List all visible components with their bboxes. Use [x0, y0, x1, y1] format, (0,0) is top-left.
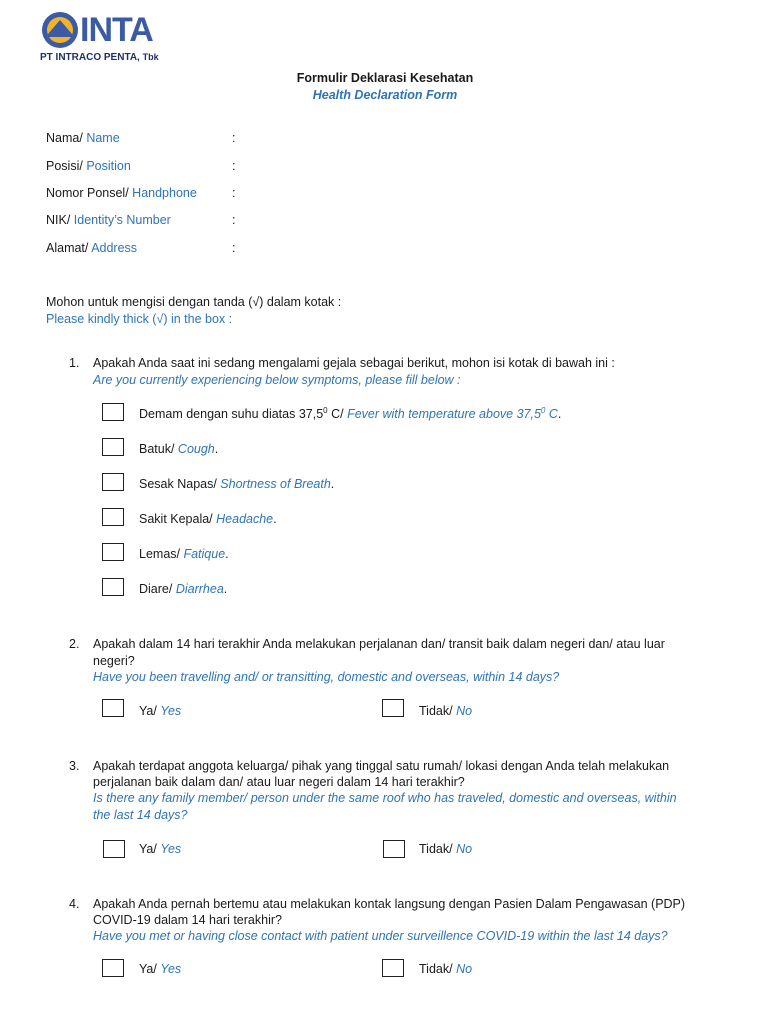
checkbox-q3-no[interactable] [383, 840, 405, 858]
checkbox-diarrhea[interactable] [102, 578, 124, 596]
checkbox-q3-yes[interactable] [103, 840, 125, 858]
field-address [46, 241, 137, 255]
question-4-text-line-1: Apakah Anda pernah bertemu atau melakukan kontak langsung dengan Pasien Dalam Pengawasan (PDP) [93, 897, 686, 911]
field-label-english: Name [86, 131, 120, 145]
field-separator: : [232, 186, 236, 200]
checkbox-q2-yes[interactable] [102, 699, 124, 717]
question-4-text-line-2: COVID-19 dalam 14 hari terakhir? [93, 913, 282, 927]
question-number: 2. [69, 637, 80, 651]
checkbox-cough[interactable] [102, 438, 124, 456]
field-name [46, 131, 120, 145]
field-label-english: Position [86, 159, 131, 173]
field-separator: : [232, 213, 236, 227]
form-title: Formulir Deklarasi Kesehatan [296, 71, 474, 85]
instruction-text: Mohon untuk mengisi dengan tanda (√) dalam kotak : [46, 295, 342, 309]
question-3-text-english-line-1: Is there any family member/ person under the same roof who has traveled, domestic and overseas, within [93, 791, 677, 805]
question-2-text-line-2: negeri? [93, 654, 135, 668]
question-3-text-line-2: perjalanan baik dalam dan/ atau luar negeri dalam 14 hari terakhir? [93, 775, 465, 789]
answer-yes: Ya/ Yes [139, 842, 182, 856]
symptom-fever: Demam dengan suhu diatas 37,5$^0$ C/ Fever with temperature above 37,5$^0$ C. [139, 406, 562, 422]
symptom-diarrhea: Diare/ Diarrhea. [139, 582, 228, 596]
checkbox-q2-no[interactable] [382, 699, 404, 717]
answer-no: Tidak/ No [419, 842, 473, 856]
checkbox-shortness-of-breath[interactable] [102, 473, 124, 491]
symptom-cough: Batuk/ Cough. [139, 442, 219, 456]
checkbox-fever[interactable] [102, 403, 124, 421]
answer-yes: Ya/ Yes [139, 962, 182, 976]
question-number: 1. [69, 356, 80, 370]
question-3-text-english-line-2: the last 14 days? [93, 808, 188, 822]
field-label: NIK/ [46, 213, 71, 227]
question-2-text-line-1: Apakah dalam 14 hari terakhir Anda melakukan perjalanan dan/ transit baik dalam negeri dan/ atau luar [93, 637, 665, 651]
checkbox-q4-yes[interactable] [102, 959, 124, 977]
company-logo [40, 10, 160, 66]
field-label-english: Address [91, 241, 138, 255]
symptom-shortness-of-breath: Sesak Napas/ Shortness of Breath. [139, 477, 335, 491]
symptom-headache: Sakit Kepala/ Headache. [139, 512, 277, 526]
answer-no: Tidak/ No [419, 704, 473, 718]
field-position [46, 159, 131, 173]
checkbox-q4-no[interactable] [382, 959, 404, 977]
field-label: Posisi/ [46, 159, 83, 173]
field-label-english: Identity’s Number [73, 213, 171, 227]
form-title-english: Health Declaration Form [312, 88, 458, 102]
question-number: 4. [69, 897, 80, 911]
question-3-text-line-1: Apakah terdapat anggota keluarga/ pihak yang tinggal satu rumah/ lokasi dengan Anda telah melakukan [93, 759, 670, 773]
field-label-english: Handphone [132, 186, 197, 200]
field-separator: : [232, 241, 236, 255]
question-2-text-english: Have you been travelling and/ or transitting, domestic and overseas, within 14 days? [93, 670, 560, 684]
question-4-text-english: Have you met or having close contact with patient under surveillence COVID-19 within the last 14 days? [93, 929, 668, 943]
field-separator: : [232, 159, 236, 173]
checkbox-fatigue[interactable] [102, 543, 124, 561]
question-1-text-english: Are you currently experiencing below symptoms, please fill below : [93, 373, 461, 387]
answer-yes: Ya/ Yes [139, 704, 182, 718]
question-1-text: Apakah Anda saat ini sedang mengalami gejala sebagai berikut, mohon isi kotak di bawah ini : [93, 356, 615, 370]
field-separator: : [232, 131, 236, 145]
field-identity-number [46, 213, 171, 227]
field-label: Nomor Ponsel/ [46, 186, 129, 200]
company-suffix: Tbk [142, 52, 159, 62]
symptom-fatigue: Lemas/ Fatique. [139, 547, 229, 561]
field-handphone [46, 186, 197, 200]
field-label: Alamat/ [46, 241, 89, 255]
question-number: 3. [69, 759, 80, 773]
company-name: PT INTRACO PENTA, [40, 52, 140, 63]
field-label: Nama/ [46, 131, 83, 145]
answer-no: Tidak/ No [419, 962, 473, 976]
checkbox-headache[interactable] [102, 508, 124, 526]
logo-word: INTA [80, 11, 153, 49]
instruction-text-english: Please kindly thick (√) in the box : [46, 312, 233, 326]
